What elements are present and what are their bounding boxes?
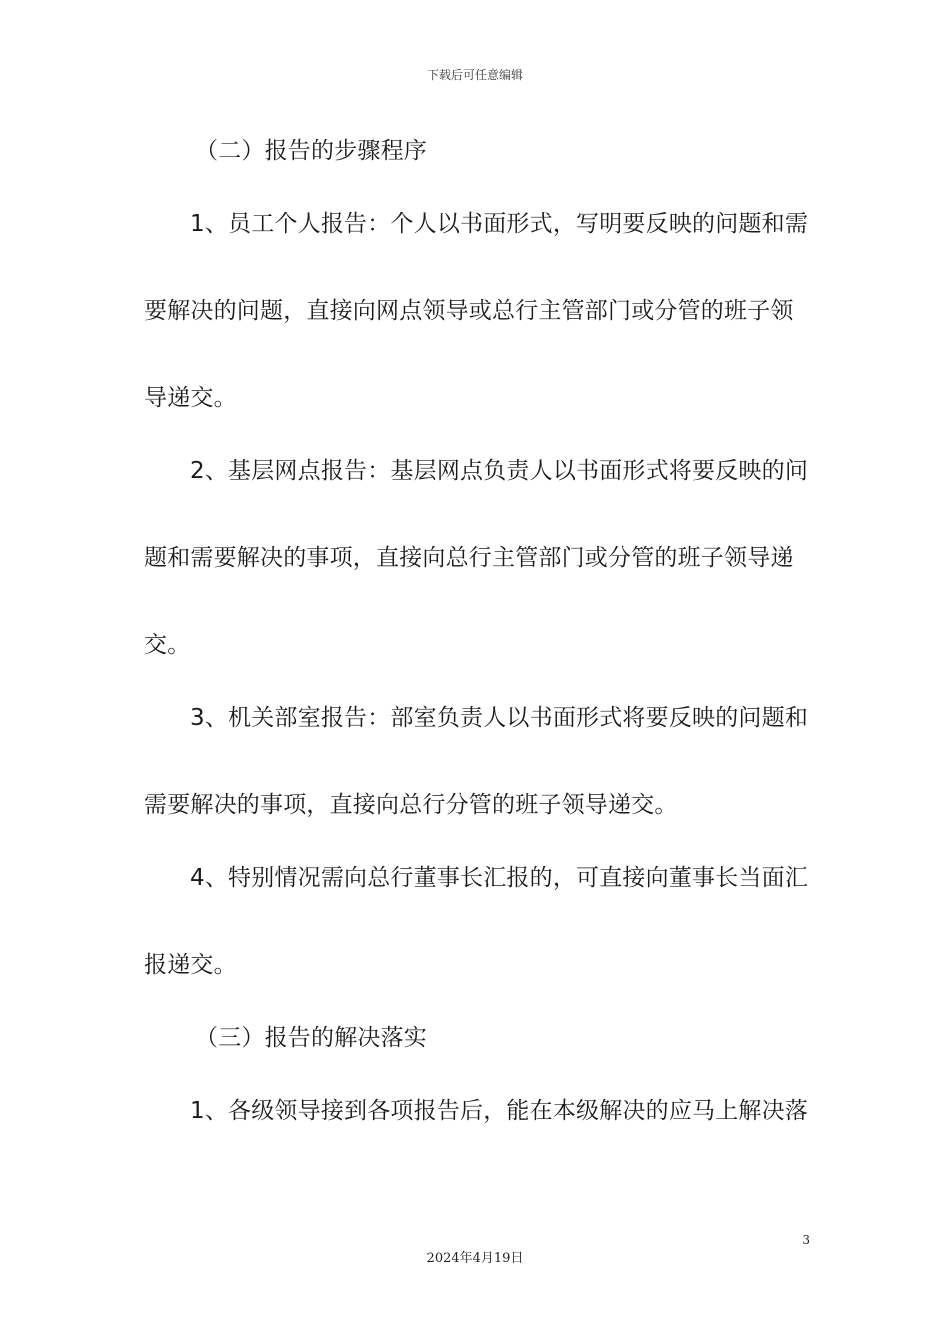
paragraph-line: 要解决的问题，直接向网点领导或总行主管部门或分管的班子领 bbox=[144, 298, 794, 324]
section-heading-steps: （二）报告的步骤程序 bbox=[195, 138, 427, 164]
paragraph-line: 交。 bbox=[144, 632, 191, 658]
paragraph-line: 1、员工个人报告：个人以书面形式，写明要反映的问题和需 bbox=[190, 211, 808, 237]
page-number: 3 bbox=[802, 1233, 810, 1247]
section-heading-resolution: （三）报告的解决落实 bbox=[195, 1025, 427, 1051]
paragraph-line: 报递交。 bbox=[144, 952, 237, 978]
paragraph-line: 题和需要解决的事项，直接向总行主管部门或分管的班子领导递 bbox=[144, 545, 794, 571]
footer-date: 2024年4月19日 bbox=[426, 1251, 524, 1266]
paragraph-line: 4、特别情况需向总行董事长汇报的，可直接向董事长当面汇 bbox=[190, 865, 808, 891]
paragraph-line: 需要解决的事项，直接向总行分管的班子领导递交。 bbox=[144, 792, 678, 818]
paragraph-line: 3、机关部室报告：部室负责人以书面形式将要反映的问题和 bbox=[190, 705, 808, 731]
paragraph-line: 2、基层网点报告：基层网点负责人以书面形式将要反映的问 bbox=[190, 458, 808, 484]
paragraph-line: 1、各级领导接到各项报告后，能在本级解决的应马上解决落 bbox=[190, 1098, 808, 1124]
paragraph-line: 导递交。 bbox=[144, 385, 237, 411]
page-header: 下载后可任意编辑 bbox=[426, 68, 523, 82]
